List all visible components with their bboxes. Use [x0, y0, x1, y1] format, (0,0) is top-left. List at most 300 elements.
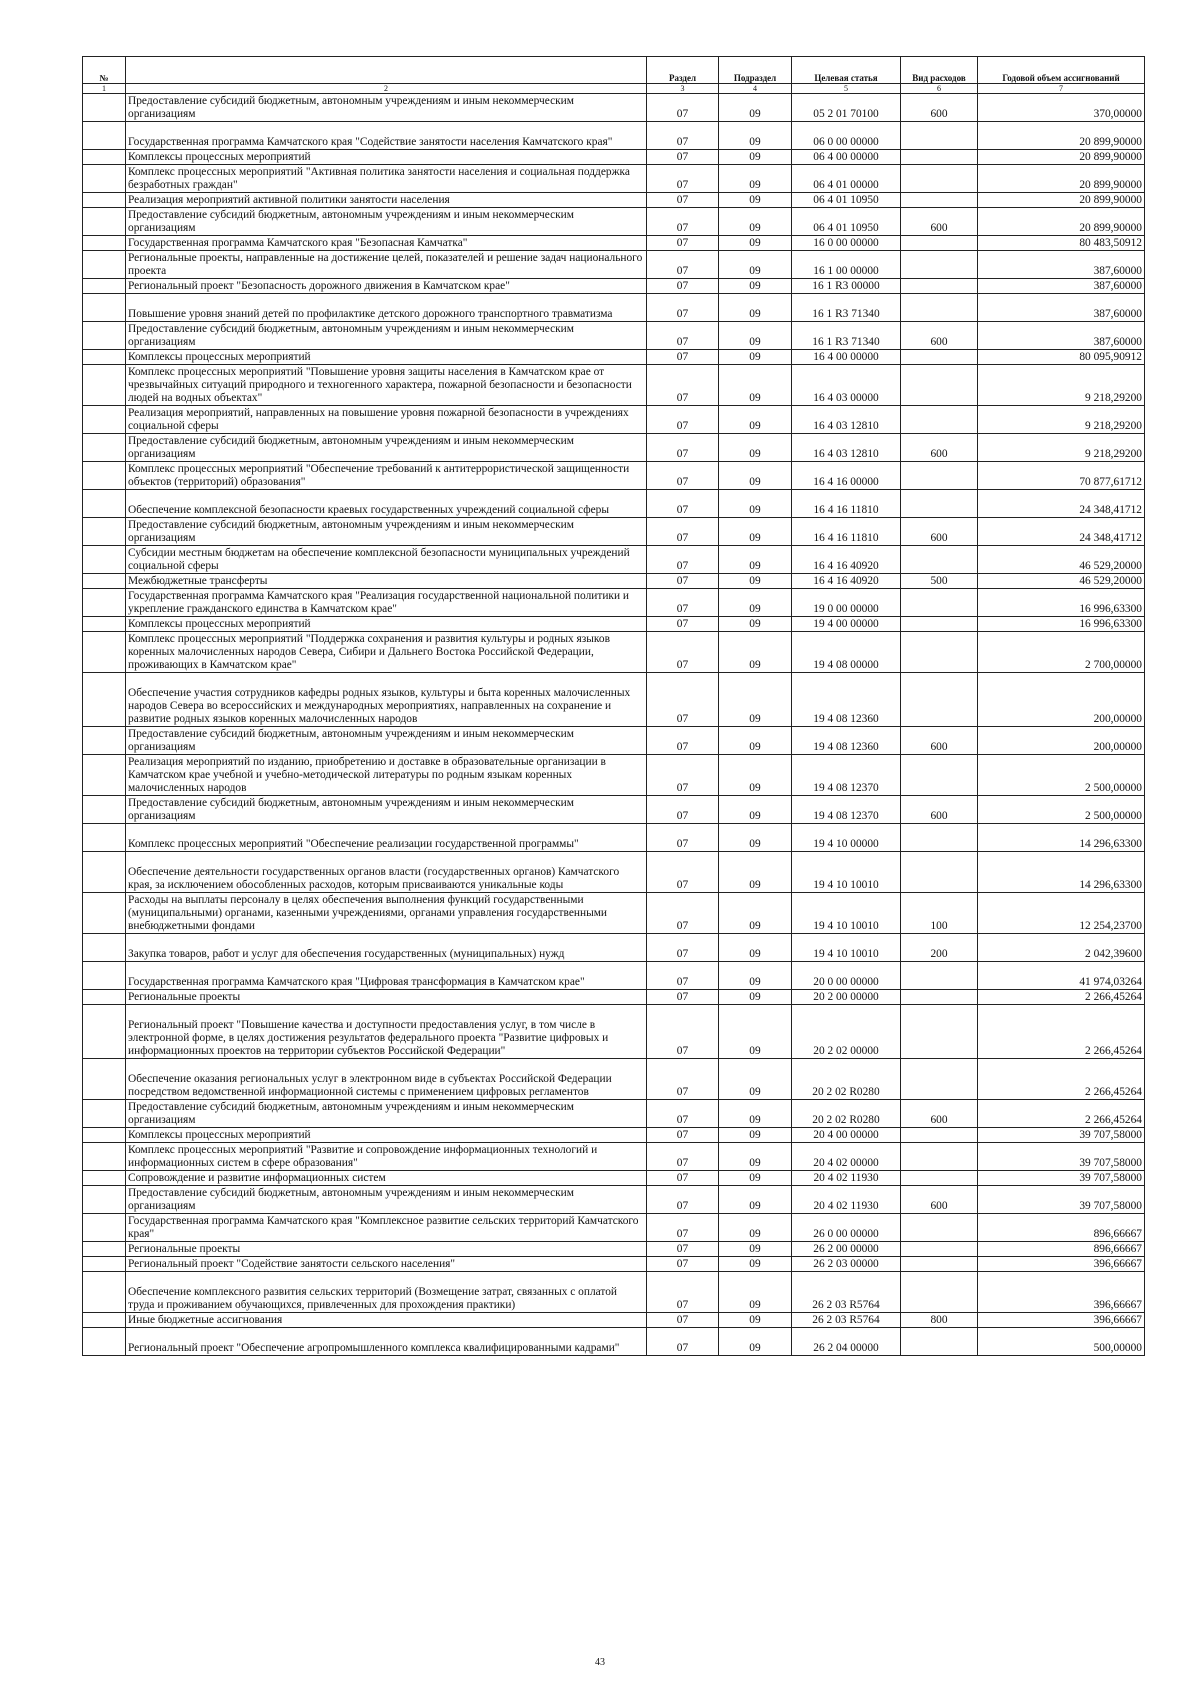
amount-cell: 2 700,00000 — [978, 632, 1145, 673]
target-article-cell: 26 2 00 00000 — [792, 1242, 901, 1257]
podrazdel-cell: 09 — [719, 574, 792, 589]
razdel-cell: 07 — [647, 796, 719, 824]
podrazdel-cell: 09 — [719, 755, 792, 796]
item-name: Государственная программа Камчатского края "Цифровая трансформация в Камчатском крае" — [126, 962, 647, 990]
table-row — [83, 990, 1145, 1005]
table-row — [83, 824, 1145, 852]
target-article-cell: 16 0 00 00000 — [792, 236, 901, 251]
item-name: Государственная программа Камчатского края "Содействие занятости населения Камчатского края" — [126, 122, 647, 150]
row-number-cell — [83, 1005, 126, 1059]
podrazdel-cell: 09 — [719, 934, 792, 962]
razdel-cell: 07 — [647, 406, 719, 434]
razdel-cell: 07 — [647, 236, 719, 251]
item-name: Сопровождение и развитие информационных систем — [126, 1171, 647, 1186]
expense-type-cell: 600 — [901, 518, 978, 546]
amount-cell: 20 899,90000 — [978, 150, 1145, 165]
podrazdel-cell: 09 — [719, 632, 792, 673]
expense-type-cell — [901, 1328, 978, 1356]
item-name: Реализация мероприятий, направленных на повышение уровня пожарной безопасности в учреждениях социальной сферы — [126, 406, 647, 434]
amount-cell: 39 707,58000 — [978, 1186, 1145, 1214]
table-row — [83, 617, 1145, 632]
target-article-cell: 19 4 08 12370 — [792, 796, 901, 824]
amount-cell: 2 266,45264 — [978, 990, 1145, 1005]
row-number-cell — [83, 1328, 126, 1356]
target-article-cell: 19 4 10 00000 — [792, 824, 901, 852]
header-razdel: Раздел — [647, 57, 719, 84]
table-row — [83, 365, 1145, 406]
row-number-cell — [83, 350, 126, 365]
amount-cell: 2 042,39600 — [978, 934, 1145, 962]
row-number-cell — [83, 673, 126, 727]
amount-cell: 2 500,00000 — [978, 796, 1145, 824]
amount-cell: 370,00000 — [978, 94, 1145, 122]
table-row — [83, 193, 1145, 208]
row-number-cell — [83, 589, 126, 617]
target-article-cell: 26 2 03 R5764 — [792, 1313, 901, 1328]
razdel-cell: 07 — [647, 727, 719, 755]
expense-type-cell — [901, 150, 978, 165]
header-name — [126, 57, 647, 84]
table-body — [83, 94, 1145, 1356]
item-name: Региональные проекты — [126, 1242, 647, 1257]
target-article-cell: 06 4 00 00000 — [792, 150, 901, 165]
podrazdel-cell: 09 — [719, 406, 792, 434]
row-number-cell — [83, 322, 126, 350]
header-annual-amount: Годовой объем ассигнований — [978, 57, 1145, 84]
table-row — [83, 1242, 1145, 1257]
podrazdel-cell: 09 — [719, 824, 792, 852]
item-name: Предоставление субсидий бюджетным, автономным учреждениям и иным некоммерческим организациям — [126, 796, 647, 824]
target-article-cell: 20 2 02 R0280 — [792, 1100, 901, 1128]
podrazdel-cell: 09 — [719, 462, 792, 490]
razdel-cell: 07 — [647, 1214, 719, 1242]
podrazdel-cell: 09 — [719, 150, 792, 165]
podrazdel-cell: 09 — [719, 852, 792, 893]
expense-type-cell — [901, 1059, 978, 1100]
podrazdel-cell: 09 — [719, 251, 792, 279]
expense-type-cell — [901, 406, 978, 434]
razdel-cell: 07 — [647, 574, 719, 589]
amount-cell: 80 483,50912 — [978, 236, 1145, 251]
table-row — [83, 589, 1145, 617]
item-name: Предоставление субсидий бюджетным, автономным учреждениям и иным некоммерческим организациям — [126, 322, 647, 350]
table-row — [83, 279, 1145, 294]
target-article-cell: 19 4 08 12370 — [792, 755, 901, 796]
amount-cell: 46 529,20000 — [978, 546, 1145, 574]
amount-cell: 500,00000 — [978, 1328, 1145, 1356]
target-article-cell: 06 4 01 00000 — [792, 165, 901, 193]
target-article-cell: 16 4 00 00000 — [792, 350, 901, 365]
expense-type-cell — [901, 632, 978, 673]
podrazdel-cell: 09 — [719, 673, 792, 727]
razdel-cell: 07 — [647, 673, 719, 727]
target-article-cell: 16 4 16 40920 — [792, 546, 901, 574]
target-article-cell: 19 4 08 12360 — [792, 673, 901, 727]
table-row — [83, 962, 1145, 990]
row-number-cell — [83, 574, 126, 589]
table-row — [83, 893, 1145, 934]
podrazdel-cell: 09 — [719, 1328, 792, 1356]
amount-cell: 387,60000 — [978, 251, 1145, 279]
header-podrazdel: Подраздел — [719, 57, 792, 84]
row-number-cell — [83, 962, 126, 990]
item-name: Предоставление субсидий бюджетным, автономным учреждениям и иным некоммерческим организациям — [126, 518, 647, 546]
target-article-cell: 16 4 16 00000 — [792, 462, 901, 490]
expense-type-cell — [901, 962, 978, 990]
target-article-cell: 16 4 03 00000 — [792, 365, 901, 406]
table-row — [83, 94, 1145, 122]
row-number-cell — [83, 1214, 126, 1242]
target-article-cell: 19 4 08 12360 — [792, 727, 901, 755]
item-name: Обеспечение комплексной безопасности краевых государственных учреждений социальной сферы — [126, 490, 647, 518]
podrazdel-cell: 09 — [719, 617, 792, 632]
row-number-cell — [83, 893, 126, 934]
podrazdel-cell: 09 — [719, 1272, 792, 1313]
razdel-cell: 07 — [647, 589, 719, 617]
row-number-cell — [83, 1143, 126, 1171]
table-row — [83, 1100, 1145, 1128]
item-name: Региональный проект "Безопасность дорожного движения в Камчатском крае" — [126, 279, 647, 294]
razdel-cell: 07 — [647, 1100, 719, 1128]
row-number-cell — [83, 490, 126, 518]
razdel-cell: 07 — [647, 193, 719, 208]
razdel-cell: 07 — [647, 490, 719, 518]
budget-table — [82, 56, 1145, 1356]
expense-type-cell — [901, 122, 978, 150]
row-number-cell — [83, 122, 126, 150]
table-row — [83, 208, 1145, 236]
target-article-cell: 26 0 00 00000 — [792, 1214, 901, 1242]
podrazdel-cell: 09 — [719, 165, 792, 193]
razdel-cell: 07 — [647, 294, 719, 322]
amount-cell: 9 218,29200 — [978, 406, 1145, 434]
table-row — [83, 796, 1145, 824]
expense-type-cell — [901, 350, 978, 365]
item-name: Комплекс процессных мероприятий "Поддержка сохранения и развития культуры и родных языков коренных малочисленных народов Севера, Сибири и Дальнего Востока Российской Федерации, проживающих в Камчатском крае" — [126, 632, 647, 673]
amount-cell: 896,66667 — [978, 1214, 1145, 1242]
target-article-cell: 20 2 00 00000 — [792, 990, 901, 1005]
razdel-cell: 07 — [647, 934, 719, 962]
row-number-cell — [83, 236, 126, 251]
item-name: Комплексы процессных мероприятий — [126, 1128, 647, 1143]
amount-cell: 12 254,23700 — [978, 893, 1145, 934]
target-article-cell: 26 2 03 00000 — [792, 1257, 901, 1272]
table-row — [83, 462, 1145, 490]
expense-type-cell — [901, 755, 978, 796]
expense-type-cell — [901, 490, 978, 518]
amount-cell: 387,60000 — [978, 294, 1145, 322]
podrazdel-cell: 09 — [719, 1242, 792, 1257]
row-number-cell — [83, 150, 126, 165]
table-row — [83, 1171, 1145, 1186]
target-article-cell: 16 1 R3 71340 — [792, 322, 901, 350]
razdel-cell: 07 — [647, 434, 719, 462]
table-row — [83, 673, 1145, 727]
podrazdel-cell: 09 — [719, 1005, 792, 1059]
item-name: Региональные проекты — [126, 990, 647, 1005]
amount-cell: 2 266,45264 — [978, 1100, 1145, 1128]
amount-cell: 396,66667 — [978, 1272, 1145, 1313]
amount-cell: 39 707,58000 — [978, 1171, 1145, 1186]
header-number: № — [83, 57, 126, 84]
target-article-cell: 20 0 00 00000 — [792, 962, 901, 990]
target-article-cell: 16 1 R3 71340 — [792, 294, 901, 322]
row-number-cell — [83, 518, 126, 546]
table-row — [83, 490, 1145, 518]
column-number-row — [83, 84, 1145, 94]
target-article-cell: 19 4 08 00000 — [792, 632, 901, 673]
razdel-cell: 07 — [647, 279, 719, 294]
row-number-cell — [83, 1186, 126, 1214]
podrazdel-cell: 09 — [719, 1100, 792, 1128]
podrazdel-cell: 09 — [719, 893, 792, 934]
item-name: Комплексы процессных мероприятий — [126, 350, 647, 365]
podrazdel-cell: 09 — [719, 208, 792, 236]
razdel-cell: 07 — [647, 165, 719, 193]
row-number-cell — [83, 796, 126, 824]
expense-type-cell — [901, 365, 978, 406]
podrazdel-cell: 09 — [719, 490, 792, 518]
row-number-cell — [83, 824, 126, 852]
table-row — [83, 1328, 1145, 1356]
item-name: Комплекс процессных мероприятий "Повышение уровня защиты населения в Камчатском крае от чрезвычайных ситуаций природного и техногенного характера, пожарной безопасности и безопасности людей на водных объектах" — [126, 365, 647, 406]
razdel-cell: 07 — [647, 1186, 719, 1214]
target-article-cell: 19 4 00 00000 — [792, 617, 901, 632]
razdel-cell: 07 — [647, 365, 719, 406]
table-row — [83, 546, 1145, 574]
expense-type-cell — [901, 589, 978, 617]
expense-type-cell — [901, 546, 978, 574]
expense-type-cell: 100 — [901, 893, 978, 934]
row-number-cell — [83, 727, 126, 755]
item-name: Комплекс процессных мероприятий "Активная политика занятости населения и социальная поддержка безработных граждан" — [126, 165, 647, 193]
expense-type-cell: 600 — [901, 94, 978, 122]
row-number-cell — [83, 1171, 126, 1186]
row-number-cell — [83, 1128, 126, 1143]
item-name: Региональные проекты, направленные на достижение целей, показателей и решение задач национального проекта — [126, 251, 647, 279]
razdel-cell: 07 — [647, 208, 719, 236]
amount-cell: 396,66667 — [978, 1257, 1145, 1272]
item-name: Обеспечение участия сотрудников кафедры родных языков, культуры и быта коренных малочисленных народов Севера во всероссийских и международных мероприятиях, направленных на сохранение и развитие родных языков коренных малочисленных народов — [126, 673, 647, 727]
podrazdel-cell: 09 — [719, 1128, 792, 1143]
razdel-cell: 07 — [647, 94, 719, 122]
expense-type-cell — [901, 251, 978, 279]
target-article-cell: 06 4 01 10950 — [792, 208, 901, 236]
row-number-cell — [83, 165, 126, 193]
target-article-cell: 16 4 16 11810 — [792, 518, 901, 546]
amount-cell: 9 218,29200 — [978, 365, 1145, 406]
razdel-cell: 07 — [647, 1171, 719, 1186]
table-row — [83, 755, 1145, 796]
item-name: Государственная программа Камчатского края "Реализация государственной национальной политики и укрепление гражданского единства в Камчатском крае" — [126, 589, 647, 617]
expense-type-cell — [901, 1143, 978, 1171]
expense-type-cell: 600 — [901, 727, 978, 755]
razdel-cell: 07 — [647, 546, 719, 574]
item-name: Комплекс процессных мероприятий "Обеспечение реализации государственной программы" — [126, 824, 647, 852]
target-article-cell: 20 4 02 11930 — [792, 1171, 901, 1186]
razdel-cell: 07 — [647, 1143, 719, 1171]
amount-cell: 41 974,03264 — [978, 962, 1145, 990]
item-name: Предоставление субсидий бюджетным, автономным учреждениям и иным некоммерческим организациям — [126, 1100, 647, 1128]
target-article-cell: 20 4 02 00000 — [792, 1143, 901, 1171]
row-number-cell — [83, 852, 126, 893]
item-name: Комплекс процессных мероприятий "Обеспечение требований к антитеррористической защищенности объектов (территорий) образования" — [126, 462, 647, 490]
expense-type-cell: 600 — [901, 1100, 978, 1128]
item-name: Комплекс процессных мероприятий "Развитие и сопровождение информационных технологий и информационных систем в сфере образования" — [126, 1143, 647, 1171]
target-article-cell: 20 2 02 R0280 — [792, 1059, 901, 1100]
row-number-cell — [83, 251, 126, 279]
column-number: 7 — [978, 84, 1145, 94]
row-number-cell — [83, 1100, 126, 1128]
podrazdel-cell: 09 — [719, 518, 792, 546]
table-row — [83, 632, 1145, 673]
podrazdel-cell: 09 — [719, 279, 792, 294]
row-number-cell — [83, 406, 126, 434]
amount-cell: 16 996,63300 — [978, 589, 1145, 617]
item-name: Реализация мероприятий по изданию, приобретению и доставке в образовательные организации в Камчатском крае учебной и учебно-методической литературы по родным языкам коренных малочисленных народов — [126, 755, 647, 796]
row-number-cell — [83, 632, 126, 673]
table-row — [83, 150, 1145, 165]
item-name: Предоставление субсидий бюджетным, автономным учреждениям и иным некоммерческим организациям — [126, 434, 647, 462]
razdel-cell: 07 — [647, 1328, 719, 1356]
target-article-cell: 20 4 00 00000 — [792, 1128, 901, 1143]
expense-type-cell — [901, 193, 978, 208]
target-article-cell: 19 0 00 00000 — [792, 589, 901, 617]
column-number: 6 — [901, 84, 978, 94]
razdel-cell: 07 — [647, 251, 719, 279]
table-row — [83, 251, 1145, 279]
razdel-cell: 07 — [647, 462, 719, 490]
razdel-cell: 07 — [647, 824, 719, 852]
header-expense-type: Вид расходов — [901, 57, 978, 84]
header-target-article: Целевая статья — [792, 57, 901, 84]
amount-cell: 46 529,20000 — [978, 574, 1145, 589]
expense-type-cell: 600 — [901, 208, 978, 236]
amount-cell: 14 296,63300 — [978, 852, 1145, 893]
razdel-cell: 07 — [647, 852, 719, 893]
podrazdel-cell: 09 — [719, 796, 792, 824]
table-row — [83, 852, 1145, 893]
podrazdel-cell: 09 — [719, 434, 792, 462]
item-name: Межбюджетные трансферты — [126, 574, 647, 589]
item-name: Комплексы процессных мероприятий — [126, 150, 647, 165]
item-name: Повышение уровня знаний детей по профилактике детского дорожного транспортного травматизма — [126, 294, 647, 322]
expense-type-cell: 600 — [901, 796, 978, 824]
podrazdel-cell: 09 — [719, 1171, 792, 1186]
item-name: Расходы на выплаты персоналу в целях обеспечения выполнения функций государственными (муниципальными) органами, казенными учреждениями, органами управления государственными внебюджетными фондами — [126, 893, 647, 934]
target-article-cell: 16 4 03 12810 — [792, 406, 901, 434]
amount-cell: 896,66667 — [978, 1242, 1145, 1257]
table-row — [83, 727, 1145, 755]
razdel-cell: 07 — [647, 990, 719, 1005]
expense-type-cell — [901, 1214, 978, 1242]
podrazdel-cell: 09 — [719, 962, 792, 990]
razdel-cell: 07 — [647, 1272, 719, 1313]
item-name: Обеспечение деятельности государственных органов власти (государственных органов) Камчатского края, за исключением обособленных расходов, которым присваиваются уникальные коды — [126, 852, 647, 893]
item-name: Региональный проект "Содействие занятости сельского населения" — [126, 1257, 647, 1272]
expense-type-cell — [901, 236, 978, 251]
table-row — [83, 1272, 1145, 1313]
row-number-cell — [83, 755, 126, 796]
expense-type-cell: 200 — [901, 934, 978, 962]
razdel-cell: 07 — [647, 1005, 719, 1059]
razdel-cell: 07 — [647, 1242, 719, 1257]
amount-cell: 70 877,61712 — [978, 462, 1145, 490]
item-name: Предоставление субсидий бюджетным, автономным учреждениям и иным некоммерческим организациям — [126, 94, 647, 122]
expense-type-cell — [901, 1257, 978, 1272]
item-name: Иные бюджетные ассигнования — [126, 1313, 647, 1328]
podrazdel-cell: 09 — [719, 1257, 792, 1272]
item-name: Закупка товаров, работ и услуг для обеспечения государственных (муниципальных) нужд — [126, 934, 647, 962]
razdel-cell: 07 — [647, 350, 719, 365]
table-row — [83, 1214, 1145, 1242]
row-number-cell — [83, 462, 126, 490]
item-name: Региональный проект "Обеспечение агропромышленного комплекса квалифицированными кадрами" — [126, 1328, 647, 1356]
expense-type-cell — [901, 1128, 978, 1143]
podrazdel-cell: 09 — [719, 350, 792, 365]
target-article-cell: 06 0 00 00000 — [792, 122, 901, 150]
expense-type-cell — [901, 1272, 978, 1313]
podrazdel-cell: 09 — [719, 236, 792, 251]
table-row — [83, 165, 1145, 193]
column-number: 4 — [719, 84, 792, 94]
table-row — [83, 406, 1145, 434]
column-number: 2 — [126, 84, 647, 94]
expense-type-cell — [901, 294, 978, 322]
target-article-cell: 06 4 01 10950 — [792, 193, 901, 208]
table-row — [83, 934, 1145, 962]
table-row — [83, 1005, 1145, 1059]
item-name: Обеспечение комплексного развития сельских территорий (Возмещение затрат, связанных с оплатой труда и проживанием обучающихся, привлеченных для прохождения практики) — [126, 1272, 647, 1313]
row-number-cell — [83, 990, 126, 1005]
table-row — [83, 518, 1145, 546]
item-name: Предоставление субсидий бюджетным, автономным учреждениям и иным некоммерческим организациям — [126, 208, 647, 236]
target-article-cell: 05 2 01 70100 — [792, 94, 901, 122]
row-number-cell — [83, 94, 126, 122]
item-name: Предоставление субсидий бюджетным, автономным учреждениям и иным некоммерческим организациям — [126, 1186, 647, 1214]
amount-cell: 200,00000 — [978, 727, 1145, 755]
razdel-cell: 07 — [647, 518, 719, 546]
item-name: Комплексы процессных мероприятий — [126, 617, 647, 632]
table-row — [83, 1143, 1145, 1171]
item-name: Государственная программа Камчатского края "Безопасная Камчатка" — [126, 236, 647, 251]
table-row — [83, 1059, 1145, 1100]
expense-type-cell — [901, 165, 978, 193]
razdel-cell: 07 — [647, 1128, 719, 1143]
expense-type-cell: 600 — [901, 434, 978, 462]
amount-cell: 24 348,41712 — [978, 518, 1145, 546]
row-number-cell — [83, 1059, 126, 1100]
row-number-cell — [83, 617, 126, 632]
table-row — [83, 574, 1145, 589]
expense-type-cell — [901, 990, 978, 1005]
expense-type-cell — [901, 462, 978, 490]
amount-cell: 9 218,29200 — [978, 434, 1145, 462]
razdel-cell: 07 — [647, 150, 719, 165]
table-row — [83, 1128, 1145, 1143]
razdel-cell: 07 — [647, 617, 719, 632]
target-article-cell: 16 4 16 11810 — [792, 490, 901, 518]
amount-cell: 20 899,90000 — [978, 165, 1145, 193]
target-article-cell: 19 4 10 10010 — [792, 852, 901, 893]
item-name: Субсидии местным бюджетам на обеспечение комплексной безопасности муниципальных учреждений социальной сферы — [126, 546, 647, 574]
amount-cell: 14 296,63300 — [978, 824, 1145, 852]
podrazdel-cell: 09 — [719, 1186, 792, 1214]
podrazdel-cell: 09 — [719, 1143, 792, 1171]
row-number-cell — [83, 1272, 126, 1313]
expense-type-cell — [901, 279, 978, 294]
item-name: Обеспечение оказания региональных услуг в электронном виде в субъектах Российской Федерации посредством ведомственной информационной системы с применением цифровых регламентов — [126, 1059, 647, 1100]
